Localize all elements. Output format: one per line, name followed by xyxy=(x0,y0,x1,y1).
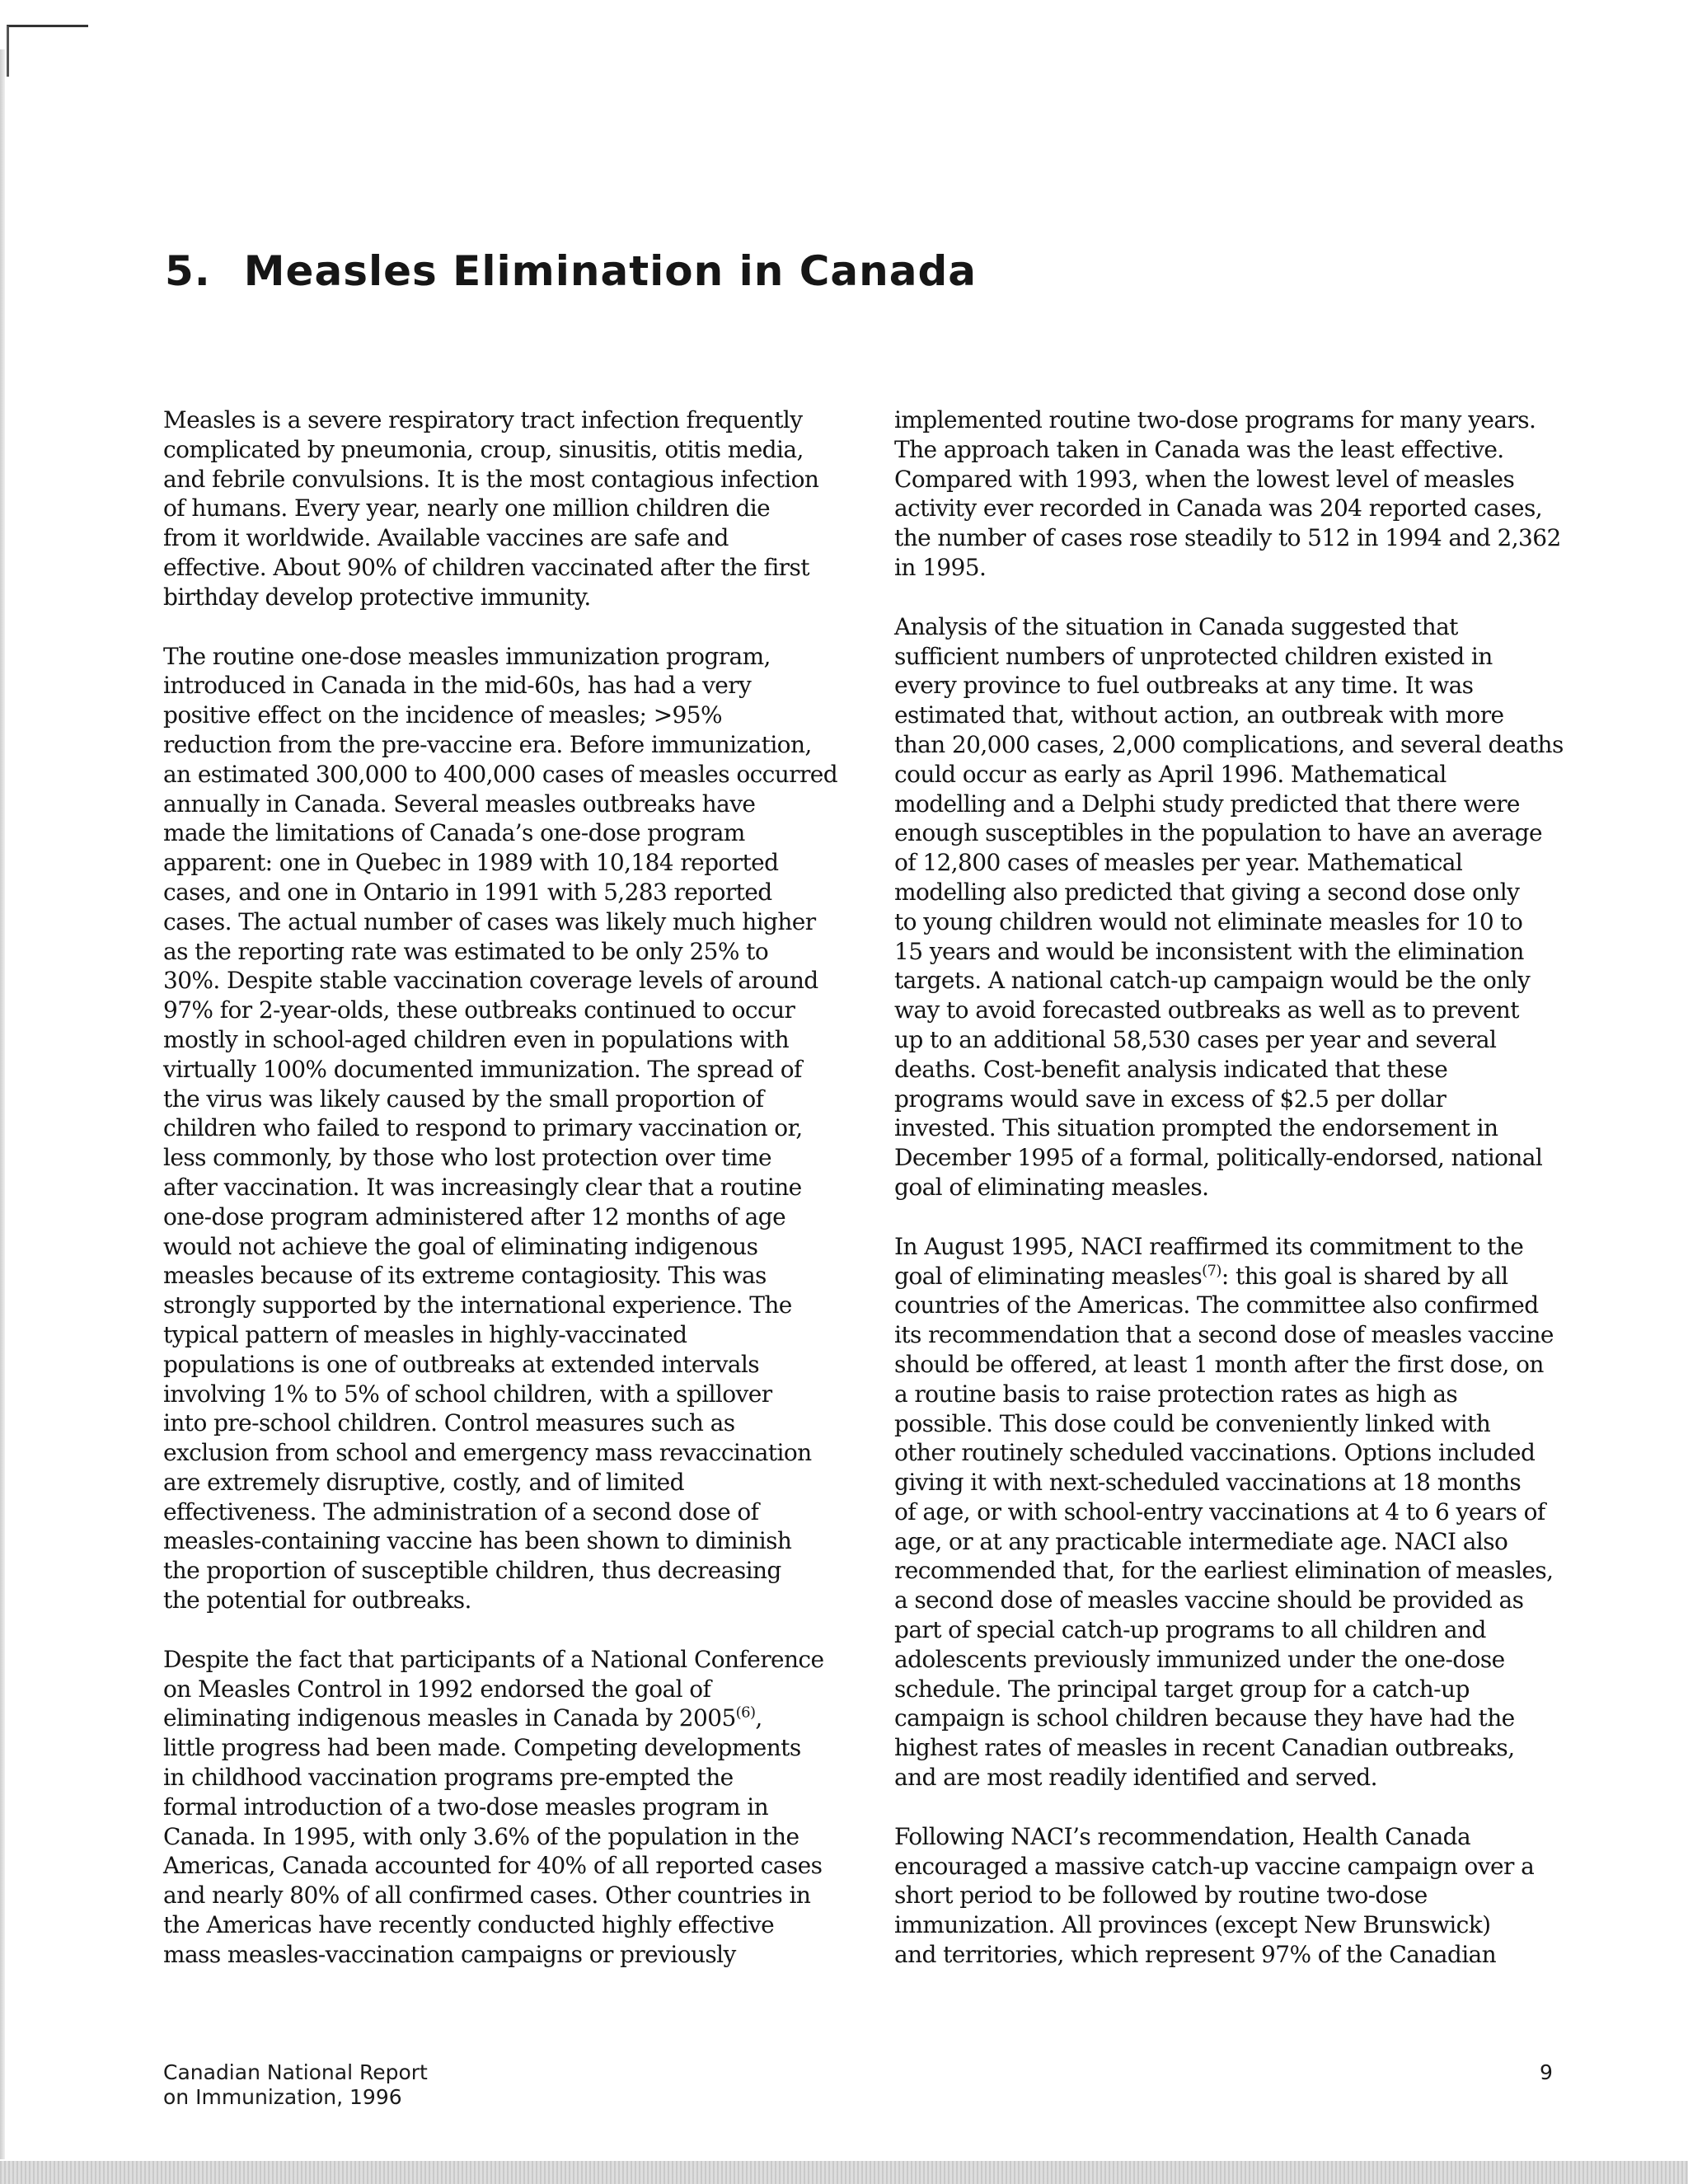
text-line: adolescents previously immunized under the one-dose xyxy=(894,1645,1505,1673)
text-line: could occur as early as April 1996. Mathematical xyxy=(894,760,1447,788)
text-line: estimated that, without action, an outbreak with more xyxy=(894,701,1504,729)
text-line: an estimated 300,000 to 400,000 cases of measles occurred xyxy=(163,760,838,788)
scan-bottom-edge xyxy=(0,2161,1688,2184)
text-line: mostly in school-aged children even in populations with xyxy=(163,1025,789,1053)
text-line: would not achieve the goal of eliminating indigenous xyxy=(163,1232,758,1260)
footer-line: on Immunization, 1996 xyxy=(163,2085,402,2109)
text-line: the number of cases rose steadily to 512 in 1994 and 2,362 xyxy=(894,524,1561,552)
text-line: after vaccination. It was increasingly clear that a routine xyxy=(163,1173,802,1201)
text-line: of 12,800 cases of measles per year. Mathematical xyxy=(894,849,1463,877)
scan-edge-shadow xyxy=(0,49,5,2159)
text-line: age, or at any practicable intermediate age. NACI also xyxy=(894,1527,1508,1555)
text-line: 30%. Despite stable vaccination coverage levels of around xyxy=(163,967,818,995)
text-line: way to avoid forecasted outbreaks as well as to prevent xyxy=(894,996,1519,1024)
page-number: 9 xyxy=(1540,2060,1553,2084)
text-line: its recommendation that a second dose of measles vaccine xyxy=(894,1321,1554,1349)
text-line: than 20,000 cases, 2,000 complications, and several deaths xyxy=(894,730,1564,758)
footer-line: Canadian National Report xyxy=(163,2060,428,2084)
text-line: and febrile convulsions. It is the most contagious infection xyxy=(163,465,819,493)
paragraph-situation-analysis xyxy=(894,612,1570,1202)
text-line: Compared with 1993, when the lowest level of measles xyxy=(894,465,1515,493)
text-line: from it worldwide. Available vaccines are safe and xyxy=(163,524,729,552)
text-line: are extremely disruptive, costly, and of limited xyxy=(163,1468,684,1496)
text-line xyxy=(163,1704,839,1733)
text-line: cases, and one in Ontario in 1991 with 5,283 reported xyxy=(163,878,772,906)
text-line: in childhood vaccination programs pre-empted the xyxy=(163,1764,734,1792)
text-line: the potential for outbreaks. xyxy=(163,1586,471,1615)
text-line: virtually 100% documented immunization. The spread of xyxy=(163,1055,802,1083)
text-line: strongly supported by the international experience. The xyxy=(163,1291,792,1319)
text-line: complicated by pneumonia, croup, sinusitis, otitis media, xyxy=(163,435,804,463)
text-line: up to an additional 58,530 cases per year and several xyxy=(894,1025,1497,1053)
text-line xyxy=(894,1262,1570,1291)
text-line: December 1995 of a formal, politically-endorsed, national xyxy=(894,1144,1543,1172)
text-line: deaths. Cost-benefit analysis indicated that these xyxy=(894,1055,1448,1083)
text-line: The routine one-dose measles immunization program, xyxy=(163,642,771,670)
text-line: programs would save in excess of $2.5 per dollar xyxy=(894,1085,1447,1113)
text-line: schedule. The principal target group for a catch-up xyxy=(894,1675,1470,1703)
text-line: measles because of its extreme contagiosity. This was xyxy=(163,1262,767,1290)
text-line: Despite the fact that participants of a National Conference xyxy=(163,1645,824,1673)
footer-publication xyxy=(163,2060,428,2110)
text-line: Following NACI’s recommendation, Health Canada xyxy=(894,1822,1471,1850)
text-line: little progress had been made. Competing developments xyxy=(163,1734,801,1762)
text-line: Analysis of the situation in Canada suggested that xyxy=(894,612,1458,640)
text-line: immunization. All provinces (except New Brunswick) xyxy=(894,1911,1491,1939)
text-line: effective. About 90% of children vaccinated after the first xyxy=(163,553,809,581)
text-line: of age, or with school-entry vaccinations at 4 to 6 years of xyxy=(894,1497,1545,1526)
section-number: 5. xyxy=(165,247,211,295)
text-line: recommended that, for the earliest elimination of measles, xyxy=(894,1557,1554,1585)
text-line: modelling also predicted that giving a second dose only xyxy=(894,878,1520,906)
text-line: as the reporting rate was estimated to be only 25% to xyxy=(163,937,769,965)
text-line: introduced in Canada in the mid-60s, has had a very xyxy=(163,672,752,700)
text-line: other routinely scheduled vaccinations. Options included xyxy=(894,1439,1536,1467)
text-line: countries of the Americas. The committee also confirmed xyxy=(894,1291,1539,1319)
text-line: mass measles-vaccination campaigns or previously xyxy=(163,1940,736,1968)
text-line: Americas, Canada accounted for 40% of all reported cases xyxy=(163,1852,823,1880)
text-line: to young children would not eliminate measles for 10 to xyxy=(894,907,1523,935)
text-line: one-dose program administered after 12 months of age xyxy=(163,1202,786,1230)
text-line: short period to be followed by routine two-dose xyxy=(894,1882,1428,1910)
text-line: goal of eliminating measles. xyxy=(894,1173,1209,1201)
text-line: populations is one of outbreaks at extended intervals xyxy=(163,1350,760,1378)
text-line: on Measles Control in 1992 endorsed the goal of xyxy=(163,1675,711,1703)
text-line: reduction from the pre-vaccine era. Before immunization, xyxy=(163,730,812,758)
text-line: apparent: one in Quebec in 1989 with 10,184 reported xyxy=(163,849,779,877)
paragraph-national-conference xyxy=(163,1645,839,1970)
text-line: part of special catch-up programs to all children and xyxy=(894,1616,1486,1644)
reference-superscript: (6) xyxy=(735,1704,756,1722)
text-line: should be offered, at least 1 month after the first dose, on xyxy=(894,1350,1544,1378)
text-line: enough susceptibles in the population to have an average xyxy=(894,819,1542,847)
text-line: cases. The actual number of cases was likely much higher xyxy=(163,907,816,935)
text-line: modelling and a Delphi study predicted that there were xyxy=(894,790,1520,818)
left-column xyxy=(163,405,839,1999)
text-line: In August 1995, NACI reaffirmed its commitment to the xyxy=(894,1232,1524,1260)
text-line: a routine basis to raise protection rates as high as xyxy=(894,1380,1458,1408)
text-line: and territories, which represent 97% of the Canadian xyxy=(894,1941,1497,1969)
text-line: effectiveness. The administration of a second dose of xyxy=(163,1497,759,1526)
text-fragment: , xyxy=(755,1704,762,1732)
section-title: Measles Elimination in Canada xyxy=(243,247,978,295)
page-title xyxy=(165,247,977,295)
reference-superscript: (7) xyxy=(1202,1262,1221,1280)
paragraph-routine-program xyxy=(163,642,839,1615)
text-line: involving 1% to 5% of school children, with a spillover xyxy=(163,1380,772,1408)
text-line: invested. This situation prompted the endorsement in xyxy=(894,1114,1498,1142)
text-line: 15 years and would be inconsistent with the elimination xyxy=(894,937,1524,965)
text-line: less commonly, by those who lost protection over time xyxy=(163,1144,771,1172)
text-line: Measles is a severe respiratory tract infection frequently xyxy=(163,406,803,434)
text-fragment: goal of eliminating measles xyxy=(894,1262,1203,1290)
text-line: typical pattern of measles in highly-vaccinated xyxy=(163,1320,687,1348)
paragraph-naci-reaffirmed xyxy=(894,1232,1570,1793)
text-line: the virus was likely caused by the small proportion of xyxy=(163,1085,764,1113)
text-line: implemented routine two-dose programs for many years. xyxy=(894,406,1536,434)
text-line: birthday develop protective immunity. xyxy=(163,583,591,611)
text-line: 97% for 2-year-olds, these outbreaks continued to occur xyxy=(163,996,795,1024)
text-line: annually in Canada. Several measles outbreaks have xyxy=(163,790,756,818)
text-line: Canada. In 1995, with only 3.6% of the population in the xyxy=(163,1822,799,1850)
text-line: every province to fuel outbreaks at any time. It was xyxy=(894,672,1474,700)
text-line: sufficient numbers of unprotected children existed in xyxy=(894,642,1493,670)
text-line: highest rates of measles in recent Canadian outbreaks, xyxy=(894,1734,1515,1762)
text-line: a second dose of measles vaccine should be provided as xyxy=(894,1586,1524,1615)
text-line: of humans. Every year, nearly one million children die xyxy=(163,494,771,523)
text-line: possible. This dose could be conveniently linked with xyxy=(894,1409,1491,1437)
corner-crop-mark xyxy=(7,25,88,77)
text-line: exclusion from school and emergency mass revaccination xyxy=(163,1439,812,1467)
text-line: and are most readily identified and served. xyxy=(894,1764,1377,1792)
text-line: targets. A national catch-up campaign would be the only xyxy=(894,967,1531,995)
text-line: giving it with next-scheduled vaccinations at 18 months xyxy=(894,1469,1522,1497)
text-line: activity ever recorded in Canada was 204 reported cases, xyxy=(894,494,1543,523)
text-fragment: eliminating indigenous measles in Canada by 2005 xyxy=(163,1704,736,1732)
text-line: in 1995. xyxy=(894,553,987,581)
text-line: The approach taken in Canada was the least effective. xyxy=(894,435,1504,463)
text-line: into pre-school children. Control measures such as xyxy=(163,1409,735,1437)
paragraph-measles-intro xyxy=(163,405,839,612)
text-line: campaign is school children because they have had the xyxy=(894,1704,1515,1732)
text-line: measles-containing vaccine has been shown to diminish xyxy=(163,1527,792,1555)
text-line: the Americas have recently conducted highly effective xyxy=(163,1911,775,1939)
right-column xyxy=(894,405,1570,1999)
paragraph-two-dose-continuation xyxy=(894,405,1570,583)
text-line: children who failed to respond to primary vaccination or, xyxy=(163,1114,803,1142)
text-line: encouraged a massive catch-up vaccine campaign over a xyxy=(894,1852,1535,1880)
text-line: positive effect on the incidence of measles; >95% xyxy=(163,701,722,729)
text-fragment: : this goal is shared by all xyxy=(1221,1262,1508,1290)
text-line: made the limitations of Canada’s one-dose program xyxy=(163,819,745,847)
text-line: the proportion of susceptible children, thus decreasing xyxy=(163,1557,781,1585)
text-line: and nearly 80% of all confirmed cases. Other countries in xyxy=(163,1882,811,1910)
text-line: formal introduction of a two-dose measles program in xyxy=(163,1793,769,1821)
paragraph-health-canada-campaign xyxy=(894,1822,1570,1970)
